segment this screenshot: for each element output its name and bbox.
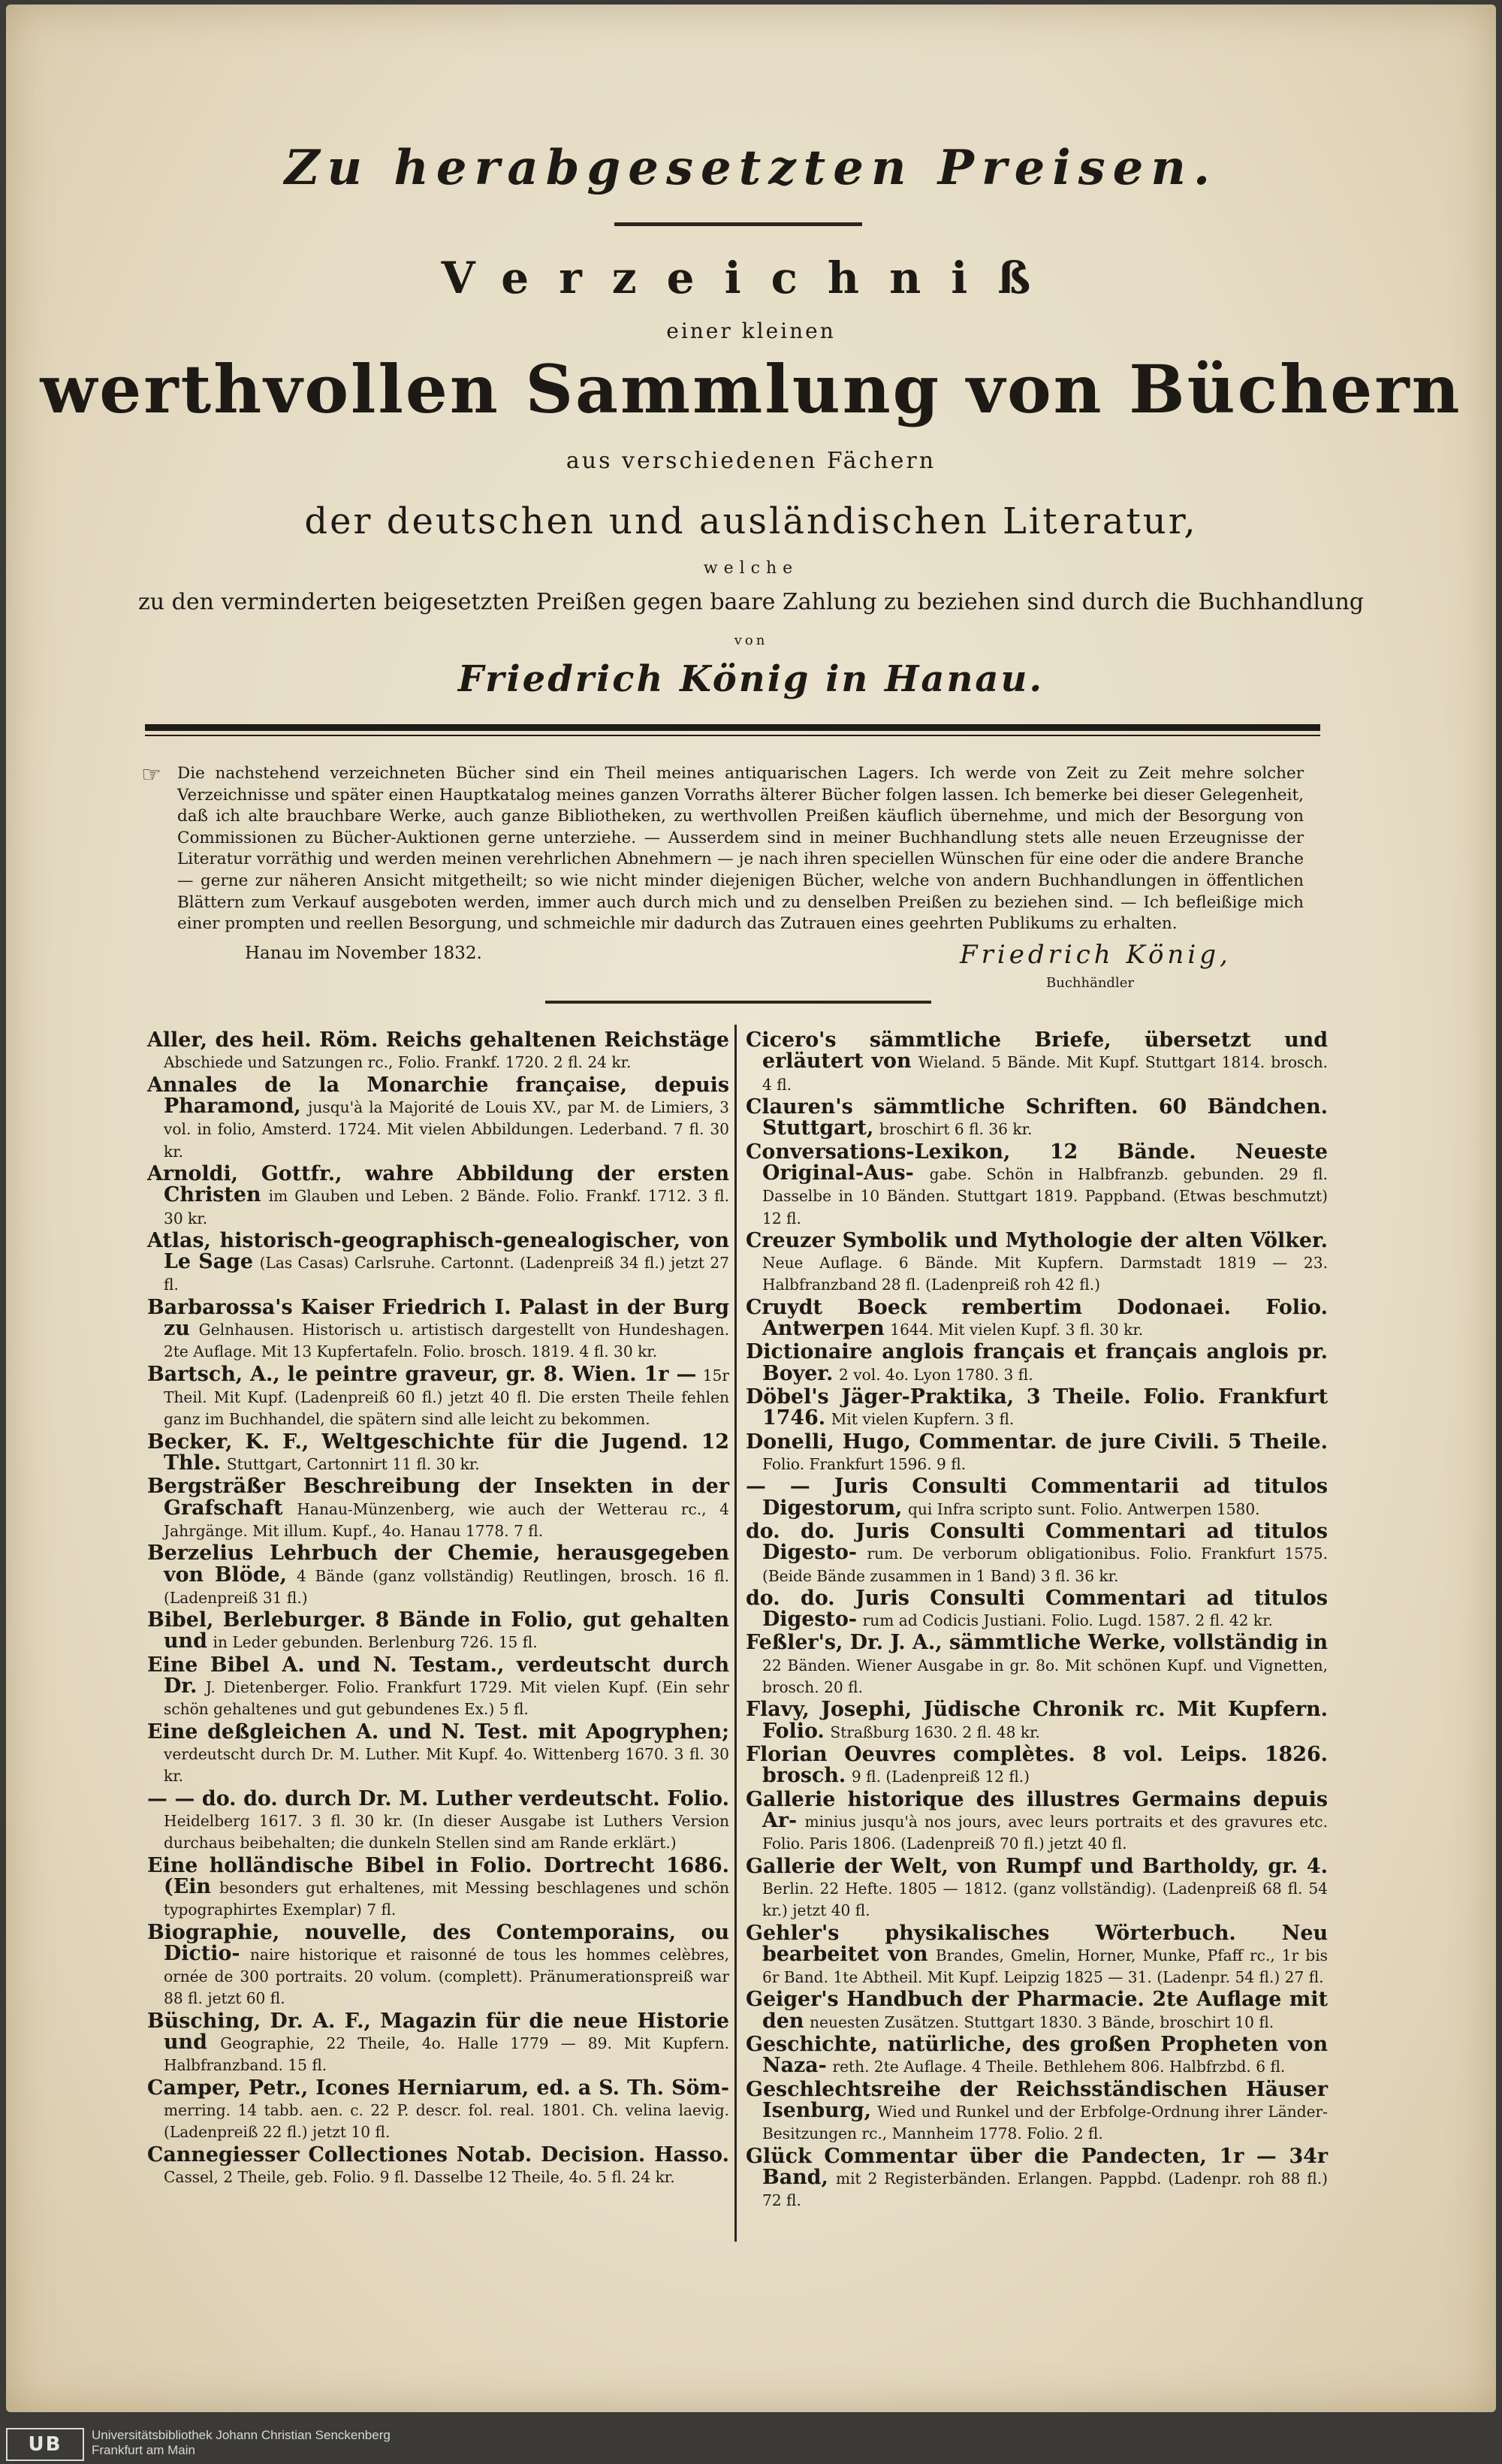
entry-details: minius jusqu'à nos jours, avec leurs portraits et des gravures etc. Folio. Paris 1806. (Ladenpreiß 70 fl.) jetzt 40 fl.	[762, 1812, 1328, 1853]
subtitle-von: von	[734, 633, 768, 648]
catalog-entry	[746, 1297, 1328, 1341]
section-rule	[545, 1001, 931, 1004]
catalog-entry	[746, 2146, 1328, 2212]
catalog-entry	[746, 1387, 1328, 1430]
entry-title: Flavy, Josephi, Jüdische Chronik rc. Mit Kupfern. Folio.	[746, 1698, 1328, 1743]
entry-title: — — do. do. durch Dr. M. Luther verdeutscht. Folio.	[147, 1786, 729, 1810]
entry-title: Gehler's physikalisches Wörterbuch. Neu bearbeitet von	[746, 1921, 1328, 1966]
entry-title: Bibel, Berleburger. 8 Bände in Folio, gut gehalten und	[147, 1608, 729, 1653]
entry-title: Creuzer Symbolik und Mythologie der alten Völker.	[746, 1228, 1328, 1252]
catalog-entry	[746, 2034, 1328, 2078]
catalog-entry	[147, 1161, 729, 1229]
subtitle-preise: zu den verminderten beigesetzten Preißen gegen baare Zahlung zu beziehen sind durch die Buchhandlung	[137, 589, 1364, 615]
catalog-entry	[147, 1543, 729, 1608]
catalog-entry	[147, 1786, 729, 1854]
signature-title: Buchhändler	[1046, 975, 1134, 991]
catalog-entry	[746, 1789, 1328, 1855]
entry-details: im Glauben und Leben. 2 Bände. Folio. Frankf. 1712. 3 fl. 30 kr.	[164, 1187, 729, 1227]
library-name	[92, 2428, 391, 2458]
entry-title: Döbel's Jäger-Praktika, 3 Theile. Folio. Frankfurt 1746.	[746, 1385, 1328, 1430]
entry-details: Geographie, 22 Theile, 4o. Halle 1779 — 89. Mit Kupfern. Halbfranzband. 15 fl.	[164, 2034, 729, 2075]
entry-details: Wied und Runkel und der Erbfolge-Ordnung ihrer Länder-Besitzungen rc., Mannheim 1778. Folio. 2 fl.	[762, 2103, 1328, 2143]
entry-title: do. do. Juris Consulti Commentari ad titulos Digesto-	[746, 1586, 1328, 1632]
entry-title: Conversations-Lexikon, 12 Bände. Neueste Original-Aus-	[746, 1140, 1328, 1185]
catalog-entry	[746, 1699, 1328, 1743]
catalog-entry	[746, 1744, 1328, 1788]
entry-title: Geschichte, natürliche, des großen Propheten von Naza-	[746, 2033, 1328, 2078]
entry-details: verdeutscht durch Dr. M. Luther. Mit Kupf. 4o. Wittenberg 1670. 3 fl. 30 kr.	[164, 1745, 729, 1786]
catalog-entry	[147, 1853, 729, 1921]
entry-title: Geiger's Handbuch der Pharmacie. 2te Auflage mit den	[746, 1988, 1328, 2033]
catalog-entry	[746, 1521, 1328, 1587]
entry-details: Heidelberg 1617. 3 fl. 30 kr. (In dieser Ausgabe ist Luthers Version durchaus beibehalten; die dunkeln Stellen sind am Rande erklärt.)	[164, 1811, 729, 1853]
entry-details: rum ad Codicis Justiani. Folio. Lugd. 1587. 2 fl. 42 kr.	[862, 1611, 1273, 1630]
catalog-entry	[746, 1632, 1328, 1698]
notice-paragraph: Die nachstehend verzeichneten Bücher sind ein Theil meines antiquarischen Lagers. Ich werde von Zeit zu Zeit mehre solcher Verzeichnisse und später einen Hauptkatalog meines ganzen Vorraths älterer Bücher folgen lassen. Ich bemerke bei dieser Gelegenheit, daß ich alte brauchbare Werke, auch ganze Bibliotheken, zu werthvollen Preißen käuflich übernehme, und mich der Besorgung von Commissionen zu Bücher-Auktionen gerne unterziehe. — Ausserdem sind in meiner Buchhandlung stets alle neuen Erzeugnisse der Literatur vorräthig und werden meinen verehrlichen Abnehmern — je nach ihren speciellen Wünschen für eine oder die andere Branche — gerne zur näheren Ansicht mitgetheilt; so wie nicht minder diejenigen Bücher, welche von andern Buchhandlungen in öffentlichen Blättern zum Verkauf ausgeboten werden, immer auch durch mich und zu denselben Preißen zu beziehen sind. — Ich befleißige mich einer prompten und reellen Besorgung, und schmeichle mir dadurch das Zutrauen eines geehrten Publikums zu erhalten.	[177, 764, 1304, 934]
entry-details: neuesten Zusätzen. Stuttgart 1830. 3 Bände, broschirt 10 fl.	[810, 2013, 1274, 2031]
entry-details: 22 Bänden. Wiener Ausgabe in gr. 8o. Mit schönen Kupf. und Vignetten, brosch. 20 fl.	[762, 1656, 1328, 1697]
catalog-entry	[147, 1655, 729, 1720]
entry-title: Eine holländische Bibel in Folio. Dortrecht 1686. (Ein	[147, 1853, 729, 1898]
library-name-line2: Frankfurt am Main	[92, 2443, 195, 2457]
subtitle-welche: welche	[703, 559, 799, 578]
entry-title: Geschlechtsreihe der Reichsständischen Häuser Isenburg,	[746, 2077, 1328, 2122]
entry-details: 1644. Mit vielen Kupf. 3 fl. 30 kr.	[890, 1321, 1144, 1339]
catalog-right-column	[746, 1030, 1328, 2213]
library-name-line1: Universitätsbibliothek Johann Christian Senckenberg	[92, 2428, 391, 2442]
catalog-entry	[147, 1610, 729, 1653]
catalog-entry	[147, 1922, 729, 2010]
entry-details: (Las Casas) Carlsruhe. Cartonnt. (Ladenpreiß 34 fl.) jetzt 27 fl.	[164, 1254, 729, 1294]
catalog-entry	[746, 1923, 1328, 1988]
entry-details: reth. 2te Auflage. 4 Theile. Bethlehem 806. Halbfrzbd. 6 fl.	[832, 2058, 1286, 2076]
entry-details: Stuttgart, Cartonnirt 11 fl. 30 kr.	[226, 1454, 480, 1473]
entry-title: Cicero's sämmtliche Briefe, übersetzt und erläutert von	[746, 1028, 1328, 1073]
entry-title: Becker, K. F., Weltgeschichte für die Jugend. 12 Thle.	[147, 1430, 729, 1475]
entry-details: Mit vielen Kupfern. 3 fl.	[831, 1410, 1015, 1429]
catalog-entry	[746, 2079, 1328, 2145]
thick-rule	[145, 724, 1320, 731]
entry-details: naire historique et raisonné de tous les hommes celèbres, ornée de 300 portraits. 20 volum. (complett). Pränumerationspreiß war 88 fl. jetzt 60 fl.	[164, 1945, 729, 2008]
entry-details: Wieland. 5 Bände. Mit Kupf. Stuttgart 1814. brosch. 4 fl.	[762, 1053, 1328, 1094]
signature: Friedrich König,	[960, 940, 1232, 970]
catalog-entry	[746, 1030, 1328, 1095]
entry-details: 4 Bände (ganz vollständig) Reutlingen, brosch. 16 fl. (Ladenpreiß 31 fl.)	[164, 1566, 729, 1607]
entry-details: Neue Auflage. 6 Bände. Mit Kupfern. Darmstadt 1819 — 23. Halbfranzband 28 fl. (Ladenpreiß roh 42 fl.)	[762, 1254, 1328, 1294]
main-title: werthvollen Sammlung von Büchern	[40, 350, 1462, 428]
entry-title: Camper, Petr., Icones Herniarum, ed. a S. Th. Söm-	[147, 2076, 729, 2100]
entry-title: Cruydt Boeck rembertim Dodonaei. Folio. Antwerpen	[746, 1295, 1328, 1341]
catalog-entry	[746, 1342, 1328, 1385]
catalog-entry	[147, 1030, 729, 1073]
catalog-entry	[746, 1588, 1328, 1632]
entry-details: Hanau-Münzenberg, wie auch der Wetterau rc., 4 Jahrgänge. Mit illum. Kupf., 4o. Hanau 1778. 7 fl.	[164, 1499, 729, 1540]
entry-details: merring. 14 tabb. aen. c. 22 P. descr. fol. real. 1801. Ch. velina laevig. (Ladenpreiß 22 fl.) jetzt 10 fl.	[164, 2101, 729, 2142]
entry-title: Cannegiesser Collectiones Notab. Decision. Hasso.	[147, 2142, 729, 2167]
entry-title: Eine deßgleichen A. und N. Test. mit Apogryphen;	[147, 1720, 729, 1744]
entry-details: rum. De verborum obligationibus. Folio. Frankfurt 1575. (Beide Bände zusammen in 1 Band) 3 fl. 36 kr.	[762, 1545, 1328, 1585]
entry-details: mit 2 Registerbänden. Erlangen. Pappbd. (Ladenpr. roh 88 fl.) 72 fl.	[762, 2169, 1328, 2210]
place-date: Hanau im November 1832.	[245, 944, 482, 963]
entry-details: jusqu'à la Majorité de Louis XV., par M. de Limiers, 3 vol. in folio, Amsterd. 1724. Mit vielen Abbildungen. Lederband. 7 fl. 30 kr.	[164, 1098, 729, 1161]
thin-rule	[145, 735, 1320, 736]
entry-title: Berzelius Lehrbuch der Chemie, herausgegeben von Blöde,	[147, 1542, 729, 1587]
entry-details: J. Dietenberger. Folio. Frankfurt 1729. Mit vielen Kupf. (Ein sehr schön gehaltenes und gut gebundenes Ex.) 5 fl.	[164, 1678, 729, 1719]
entry-details: gabe. Schön in Halbfranzb. gebunden. 29 fl. Dasselbe in 10 Bänden. Stuttgart 1819. Pappband. (Etwas beschmutzt) 12 fl.	[762, 1164, 1328, 1227]
entry-title: do. do. Juris Consulti Commentari ad titulos Digesto-	[746, 1519, 1328, 1565]
entry-details: Folio. Frankfurt 1596. 9 fl.	[762, 1454, 967, 1473]
entry-title: Feßler's, Dr. J. A., sämmtliche Werke, vollständig in	[746, 1631, 1328, 1655]
catalog-entry	[746, 1432, 1328, 1475]
entry-title: Gallerie der Welt, von Rumpf und Bartholdy, gr. 4.	[746, 1854, 1328, 1878]
entry-details: 2 vol. 4o. Lyon 1780. 3 fl.	[839, 1365, 1033, 1384]
entry-details: in Leder gebunden. Berlenburg 726. 15 fl.	[213, 1633, 538, 1652]
entry-title: Büsching, Dr. A. F., Magazin für die neue Historie und	[147, 2009, 729, 2055]
catalog-entry	[746, 1856, 1328, 1922]
publisher-name: Friedrich König in Hanau.	[457, 658, 1045, 700]
verzeichnis-heading: Verzeichniß	[441, 252, 1061, 303]
subtitle-faechern: aus verschiedenen Fächern	[566, 448, 936, 474]
entry-title: Clauren's sämmtliche Schriften. 60 Bändchen. Stuttgart,	[746, 1095, 1328, 1140]
catalog-entry	[147, 1297, 729, 1363]
entry-details: Cassel, 2 Theile, geb. Folio. 9 fl. Dasselbe 12 Theile, 4o. 5 fl. 24 kr.	[164, 2167, 675, 2186]
entry-details: 15r Theil. Mit Kupf. (Ladenpreiß 60 fl.) jetzt 40 fl. Die ersten Theile fehlen ganz im Buchhandel, die spätern sind alle leicht zu bekommen.	[164, 1366, 729, 1429]
entry-details: 9 fl. (Ladenpreiß 12 fl.)	[851, 1768, 1030, 1786]
entry-title: Florian Oeuvres complètes. 8 vol. Leips. 1826. brosch.	[746, 1743, 1328, 1788]
document-sheet	[6, 5, 1496, 2412]
catalog-entry	[147, 1722, 729, 1787]
entry-details: qui Infra scripto sunt. Folio. Antwerpen 1580.	[908, 1499, 1260, 1518]
catalog-entry	[746, 1476, 1328, 1520]
ub-logo: UB	[6, 2428, 84, 2461]
catalog-entry	[746, 1989, 1328, 2033]
entry-details: Abschiede und Satzungen rc., Folio. Frankf. 1720. 2 fl. 24 kr.	[164, 1053, 632, 1072]
catalog-entry	[746, 1230, 1328, 1296]
catalog-entry	[746, 1097, 1328, 1140]
entry-details: Straßburg 1630. 2 fl. 48 kr.	[830, 1723, 1040, 1741]
entry-title: Arnoldi, Gottfr., wahre Abbildung der ersten Christen	[147, 1161, 729, 1207]
catalog-entry	[147, 2078, 729, 2143]
entry-title: Barbarossa's Kaiser Friedrich I. Palast in der Burg zu	[147, 1295, 729, 1341]
entry-title: Atlas, historisch-geographisch-genealogischer, von Le Sage	[147, 1228, 729, 1274]
entry-details: Berlin. 22 Hefte. 1805 — 1812. (ganz vollständig). (Ladenpreiß 68 fl. 54 kr.) jetzt 40 fl.	[762, 1879, 1328, 1920]
catalog-entry	[147, 2142, 729, 2188]
catalog-entry	[147, 1075, 729, 1162]
pointing-hand-icon: ☞	[141, 762, 161, 788]
catalog-entry	[147, 1364, 729, 1430]
entry-title: Aller, des heil. Röm. Reichs gehaltenen Reichstäge	[147, 1028, 729, 1052]
catalog-entry	[147, 1230, 729, 1296]
entry-title: Donelli, Hugo, Commentar. de jure Civili. 5 Theile.	[746, 1430, 1328, 1454]
entry-title: Glück Commentar über die Pandecten, 1r — 34r Band,	[746, 2144, 1328, 2189]
catalog-entry	[147, 2011, 729, 2076]
entry-title: Eine Bibel A. und N. Testam., verdeutscht durch Dr.	[147, 1653, 729, 1699]
entry-title: Biographie, nouvelle, des Contemporains, ou Dictio-	[147, 1920, 729, 1965]
subtitle-einer: einer kleinen	[666, 319, 836, 343]
catalog-entry	[147, 1432, 729, 1475]
reduced-prices-heading: Zu herabgesetzten Preisen.	[284, 140, 1218, 196]
entry-title: Dictionaire anglois français et français anglois pr. Boyer.	[746, 1340, 1328, 1385]
entry-details: broschirt 6 fl. 36 kr.	[879, 1120, 1033, 1139]
entry-title: Annales de la Monarchie française, depuis Pharamond,	[147, 1073, 729, 1118]
entry-title: Gallerie historique des illustres Germains depuis Ar-	[746, 1787, 1328, 1832]
catalog-entry	[147, 1476, 729, 1542]
entry-title: Bergsträßer Beschreibung der Insekten in der Grafschaft	[147, 1475, 729, 1520]
entry-title: Bartsch, A., le peintre graveur, gr. 8. Wien. 1r —	[147, 1362, 697, 1386]
heading-rule	[614, 222, 862, 226]
entry-details: Gelnhausen. Historisch u. artistisch dargestellt von Hundeshagen. 2te Auflage. Mit 13 Kupfertafeln. Folio. brosch. 1819. 4 fl. 30 kr.	[164, 1321, 729, 1361]
catalog-left-column	[147, 1030, 729, 2189]
column-divider	[734, 1025, 737, 2242]
catalog-entry	[746, 1142, 1328, 1229]
entry-details: besonders gut erhaltenes, mit Messing beschlagenes und schön typographirtes Exemplar) 7 fl.	[164, 1878, 729, 1919]
entry-title: — — Juris Consulti Commentarii ad titulos Digestorum,	[746, 1475, 1328, 1520]
entry-details: Brandes, Gmelin, Horner, Munke, Pfaff rc., 1r bis 6r Band. 1te Abtheil. Mit Kupf. Leipzig 1825 — 31. (Ladenpr. 54 fl.) 27 fl.	[762, 1946, 1328, 1987]
subtitle-literatur: der deutschen und ausländischen Literatur,	[304, 500, 1198, 542]
